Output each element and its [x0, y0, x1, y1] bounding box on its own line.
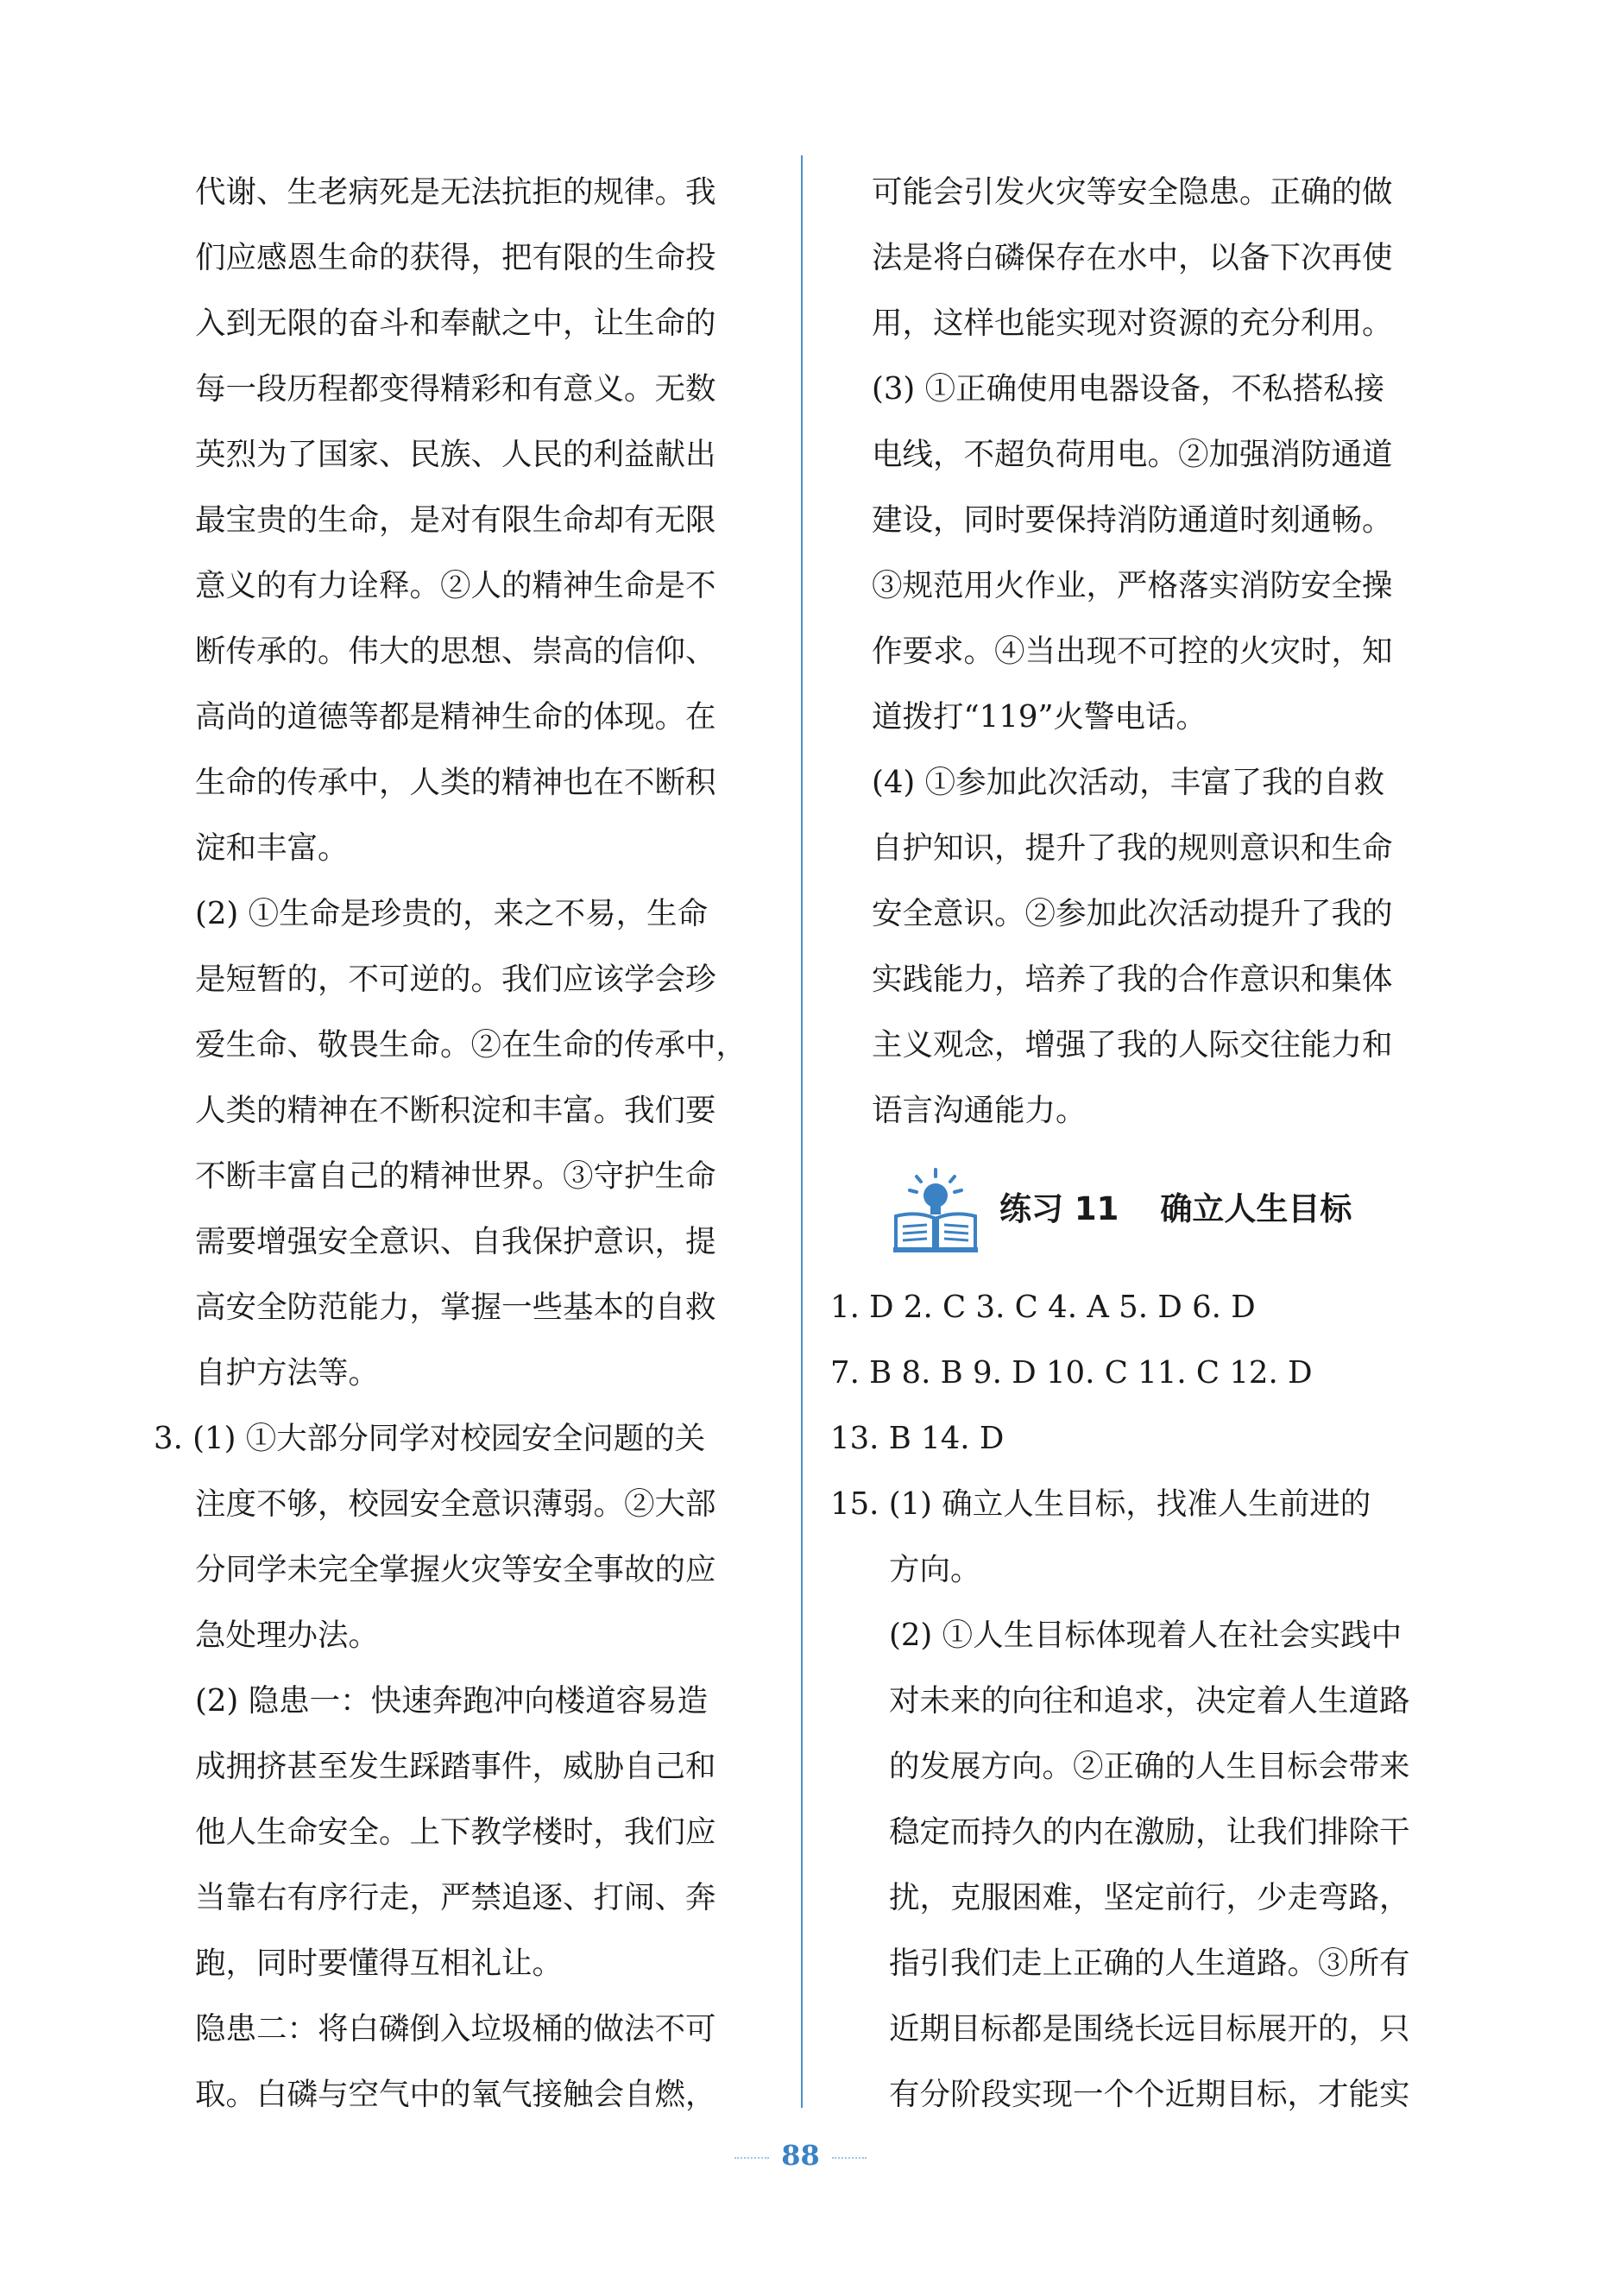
text-line: 作要求。④当出现不可控的火灾时，知 — [872, 634, 1393, 669]
text-line: 对未来的向往和追求，决定着人生道路 — [889, 1683, 1410, 1719]
text-line: 代谢、生老病死是无法抗拒的规律。我 — [195, 174, 716, 210]
text-line: 成拥挤甚至发生踩踏事件，威胁自己和 — [195, 1749, 716, 1784]
text-line: 指引我们走上正确的人生道路。③所有 — [889, 1946, 1410, 1981]
text-line: 高安全防范能力，掌握一些基本的自救 — [195, 1290, 716, 1325]
section-title — [999, 1176, 1352, 1242]
text-line: 他人生命安全。上下教学楼时，我们应 — [195, 1814, 716, 1850]
text-line: 建设，同时要保持消防通道时刻通畅。 — [872, 502, 1393, 538]
text-line: 断传承的。伟大的思想、崇高的信仰、 — [195, 634, 716, 669]
text-line: 最宝贵的生命，是对有限生命却有无限 — [195, 502, 716, 538]
answer-line: 7. B 8. B 9. D 10. C 11. C 12. D — [830, 1355, 1313, 1391]
answer-line: 13. B 14. D — [830, 1421, 1005, 1456]
text-line: 道拨打“119”火警电话。 — [872, 699, 1207, 735]
text-line: 注度不够，校园安全意识薄弱。②大部 — [195, 1486, 716, 1522]
text-line: ③规范用火作业，严格落实消防安全操 — [872, 568, 1393, 603]
text-line: 爱生命、敬畏生命。②在生命的传承中， — [195, 1027, 747, 1063]
question-3-line: 3. (1) ①大部分同学对校园安全问题的关 — [154, 1421, 706, 1456]
text-line: (2) ①生命是珍贵的，来之不易，生命 — [195, 896, 709, 931]
text-line: (4) ①参加此次活动，丰富了我的自救 — [872, 765, 1385, 800]
page-number: 88 — [781, 2139, 820, 2172]
text-line: 方向。 — [889, 1552, 981, 1587]
text-line: 电线，不超负荷用电。②加强消防通道 — [872, 437, 1393, 472]
text-line: 安全意识。②参加此次活动提升了我的 — [872, 896, 1393, 931]
text-line: 高尚的道德等都是精神生命的体现。在 — [195, 699, 716, 735]
text-line: 自护方法等。 — [195, 1355, 380, 1391]
question-15-line: 15. (1) 确立人生目标，找准人生前进的 — [830, 1486, 1371, 1522]
text-line: 需要增强安全意识、自我保护意识，提 — [195, 1224, 716, 1259]
text-line: 人类的精神在不断积淀和丰富。我们要 — [195, 1093, 716, 1128]
text-line: 主义观念，增强了我的人际交往能力和 — [872, 1027, 1393, 1063]
text-line: 近期目标都是围绕长远目标展开的，只 — [889, 2011, 1410, 2047]
text-line: 自护知识，提升了我的规则意识和生命 — [872, 830, 1393, 866]
text-line: 取。白磷与空气中的氧气接触会自燃， — [195, 2077, 716, 2112]
text-line: 可能会引发火灾等安全隐患。正确的做 — [872, 174, 1393, 210]
text-line: 语言沟通能力。 — [872, 1093, 1087, 1128]
text-line: 实践能力，培养了我的合作意识和集体 — [872, 962, 1393, 997]
footer-dots-left — [734, 2157, 769, 2159]
section-label: 练习 11 — [999, 1190, 1119, 1227]
book-lightbulb-icon — [891, 1164, 980, 1254]
text-line: 稳定而持久的内在激励，让我们排除干 — [889, 1814, 1410, 1850]
section-header — [830, 1144, 1452, 1275]
text-line: 英烈为了国家、民族、人民的利益献出 — [195, 437, 716, 472]
text-line: 跑，同时要懂得互相礼让。 — [195, 1946, 564, 1981]
text-line: 有分阶段实现一个个近期目标，才能实 — [889, 2077, 1410, 2112]
text-line: (2) 隐患一：快速奔跑冲向楼道容易造 — [195, 1683, 709, 1719]
text-line: 分同学未完全掌握火灾等安全事故的应 — [195, 1552, 716, 1587]
text-line: 入到无限的奋斗和奉献之中，让生命的 — [195, 306, 716, 341]
text-line: 扰，克服困难，坚定前行，少走弯路， — [889, 1880, 1410, 1915]
text-line: 们应感恩生命的获得，把有限的生命投 — [195, 240, 716, 275]
section-title-text: 确立人生目标 — [1160, 1190, 1352, 1227]
text-line: 每一段历程都变得精彩和有意义。无数 — [195, 371, 716, 407]
text-line: 法是将白磷保存在水中，以备下次再使 — [872, 240, 1393, 275]
page-footer — [0, 2139, 1601, 2172]
right-column — [830, 160, 1452, 2128]
text-line: 意义的有力诠释。②人的精神生命是不 — [195, 568, 716, 603]
answer-line: 1. D 2. C 3. C 4. A 5. D 6. D — [830, 1290, 1256, 1325]
text-line: 隐患二：将白磷倒入垃圾桶的做法不可 — [195, 2011, 716, 2047]
left-column — [154, 160, 775, 2128]
text-line: 生命的传承中，人类的精神也在不断积 — [195, 765, 716, 800]
text-line: 是短暂的，不可逆的。我们应该学会珍 — [195, 962, 716, 997]
text-line: 急处理办法。 — [195, 1618, 380, 1653]
text-line: 的发展方向。②正确的人生目标会带来 — [889, 1749, 1410, 1784]
text-line: 不断丰富自己的精神世界。③守护生命 — [195, 1158, 716, 1194]
column-divider — [801, 155, 803, 2108]
text-line: 用，这样也能实现对资源的充分利用。 — [872, 306, 1393, 341]
text-line: (3) ①正确使用电器设备，不私搭私接 — [872, 371, 1385, 407]
text-line: (2) ①人生目标体现着人在社会实践中 — [889, 1618, 1402, 1653]
text-line: 淀和丰富。 — [195, 830, 349, 866]
text-line: 当靠右有序行走，严禁追逐、打闹、奔 — [195, 1880, 716, 1915]
footer-dots-right — [832, 2157, 867, 2159]
